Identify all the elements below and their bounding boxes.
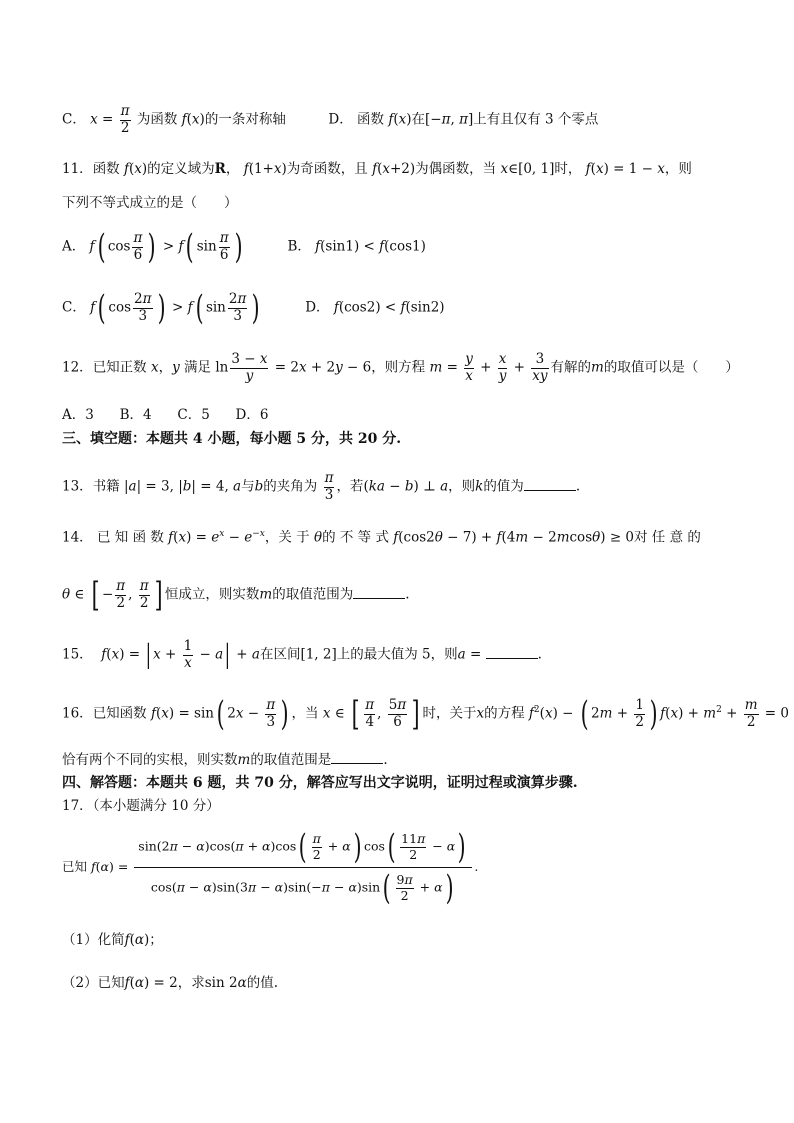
q10-option-d-label: D． xyxy=(328,111,353,128)
text: 的夹角为 xyxy=(263,478,318,495)
q12-options xyxy=(62,409,268,423)
q10-option-d-mid: 在 xyxy=(411,111,426,128)
q17-given-expression: 已知 f(α) = sin(2π − α)cos(π + α)cos( $\frac{\pi}{2}$ + α) cos( $\frac{11\pi}{2}$ − α) cos(π − α)sin(3π − α)sin(−π − α)sin( $\frac{9\pi}{2}$ + α) . xyxy=(62,827,479,908)
section-3-title: 三、填空题：本题共 4 小题，每小题 5 分，共 20 分. xyxy=(62,431,402,447)
answer-blank[interactable] xyxy=(524,479,576,491)
text: 的取值可以是（ ） xyxy=(603,359,739,376)
text: 恰有两个不同的实根，则实数 xyxy=(62,752,238,768)
q10-option-c-label: C． xyxy=(62,111,86,128)
text: 为偶函数，当 xyxy=(415,161,497,177)
text: 与 xyxy=(241,478,255,495)
text: 已知正数 xyxy=(92,359,147,376)
text: ，则 xyxy=(664,161,692,177)
fraction: $\frac{\pi}{2}$ xyxy=(120,103,130,136)
question-number: 15． xyxy=(62,646,93,663)
answer-blank[interactable] xyxy=(331,752,383,764)
option-label: B． xyxy=(287,238,311,255)
text: 已知函数 xyxy=(92,705,147,722)
text: 的方程 xyxy=(484,705,525,722)
q10-options-line: C． x = $\frac{\pi}{2}$ 为函数 f(x)的一条对称轴 D． 函数 f(x)在[−π, π]上有且仅有 3 个零点 xyxy=(62,103,599,136)
text: 函数 xyxy=(92,161,120,177)
question-number: 13． xyxy=(62,478,93,495)
q15-stem: 15． f(x) = | x + $\frac{1}{x}$ − a| + a在区间[1, 2]上的最大值为 5，则a = . xyxy=(62,638,542,671)
text: ，则方程 xyxy=(371,359,426,376)
question-number: 11． xyxy=(62,161,93,177)
text: . xyxy=(575,478,581,495)
text: . xyxy=(405,586,410,603)
q17-part2: （2）已知f(α) = 2，求sin 2α的值. xyxy=(62,975,278,991)
q11-stem-line2: 下列不等式成立的是（ ） xyxy=(62,195,238,211)
text: ，则 xyxy=(448,478,476,495)
q16-stem-line1: 16．已知函数 f(x) = sin( 2x − $\frac{\pi}{3}$ ) ，当 x ∈ [ $\frac{\pi}{4}$ , $\frac{5\pi}{6}$ ] 时，关于x的方程 $f^2(x)$ − ( 2m + $\frac{1}{2}$ ) $f(x) + m^2$ + $\frac{m}{2}$ = 0 xyxy=(62,694,789,734)
question-number: 14． xyxy=(62,529,93,546)
text: ，若 xyxy=(336,478,364,495)
option: A．3 xyxy=(62,407,94,423)
option: C．5 xyxy=(177,407,210,423)
text: 的值为 xyxy=(483,478,524,495)
section-4-title: 四、解答题：本题共 6 题，共 70 分，解答应写出文字说明，证明过程或演算步骤. xyxy=(62,775,578,791)
text: ； xyxy=(149,932,163,948)
q10-option-c-text: 为函数 xyxy=(136,111,178,128)
text: 有解的 xyxy=(550,359,592,376)
text: 时， xyxy=(554,161,582,177)
text: R xyxy=(214,161,226,177)
q10-option-d-text: 函数 xyxy=(357,111,385,128)
q13-stem: 13．书籍 |a| = 3, |b| = 4, a与b的夹角为 $\frac{\pi}{3}$ ，若(ka − b) ⊥ a，则k的值为 . xyxy=(62,470,581,503)
text: 的 不 等 式 xyxy=(322,529,389,546)
text: （1）化简 xyxy=(62,932,125,948)
q11-stem-line1: 11．函数 f(x)的定义域为R， f(1+x)为奇函数，且 f(x+2)为偶函数，当 x∈[0, 1]时， f(x) = 1 − x，则 xyxy=(62,161,692,177)
text: . xyxy=(383,752,388,768)
text: 已 知 函 数 xyxy=(96,529,164,546)
text: 的取值范围是 xyxy=(250,752,332,768)
q10-option-d-tail: 上有且仅有 3 个零点 xyxy=(473,111,599,128)
answer-blank[interactable] xyxy=(486,647,538,659)
text: 书籍 xyxy=(92,478,120,495)
text: 的定义域为 xyxy=(147,161,215,177)
text: 满足 xyxy=(184,359,212,376)
q11-options-ab: A． f( cos $\frac{\pi}{6}$ ) > f( sin $\frac{\pi}{6}$ ) B． f(sin1) < f(cos1) xyxy=(62,227,426,267)
big-fraction: sin(2π − α)cos(π + α)cos( $\frac{\pi}{2}$ + α) cos( $\frac{11\pi}{2}$ − α) cos(π − α)sin(3π − α)sin(−π − α)sin( $\frac{9\pi}{2}$ + α) xyxy=(134,830,472,905)
text: ，关 于 xyxy=(264,529,310,546)
text: ，当 xyxy=(291,705,319,722)
q12-stem: 12．已知正数 x，y 满足 ln $\frac{3 - x}{y}$ = 2x + 2y − 6，则方程 m = $\frac{y}{x}$ + $\frac{x}{y}$ + $\frac{3}{xy}$ 有解的m的取值可以是（ ） xyxy=(62,351,739,384)
option-label: A． xyxy=(62,238,86,255)
question-number: 16． xyxy=(62,705,93,722)
text: 的值. xyxy=(246,975,278,991)
q16-stem-line2: 恰有两个不同的实根，则实数m的取值范围是 . xyxy=(62,752,388,768)
q10-option-c-tail: 的一条对称轴 xyxy=(204,111,286,128)
text: （2）已知 xyxy=(62,975,125,991)
q11-options-cd: C． f( cos $\frac{2\pi}{3}$ ) > f( sin $\frac{2\pi}{3}$ ) D． f(cos2) < f(sin2) xyxy=(62,288,445,328)
score-note: （本小题满分 10 分） xyxy=(92,798,220,814)
text: 时，关于 xyxy=(422,705,477,722)
option-label: C． xyxy=(62,299,86,316)
q14-stem-line1: 14． 已 知 函 数 $f(x) = e^x - e^{-x}$，关 于 θ的 不 等 式 f(cos2θ − 7) + f(4m − 2mcosθ) ≥ 0对 任 意 的 xyxy=(62,529,701,546)
text: 在区间 xyxy=(259,646,301,663)
text: 已知 xyxy=(62,859,88,874)
answer-blank[interactable] xyxy=(353,587,405,599)
option-label: D． xyxy=(305,299,330,316)
question-number: 17． xyxy=(62,798,93,814)
text: ， xyxy=(225,161,240,177)
text: 对 任 意 的 xyxy=(634,529,701,546)
text: 恒成立，则实数 xyxy=(164,586,260,603)
option: B．4 xyxy=(119,407,152,423)
text: ，求 xyxy=(177,975,205,991)
q17-part1: （1）化简f(α)； xyxy=(62,932,163,948)
text: 上的最大值为 5，则 xyxy=(336,646,458,663)
q17-header xyxy=(62,800,220,814)
question-number: 12． xyxy=(62,359,93,376)
text: . xyxy=(537,646,542,663)
option: D．6 xyxy=(235,407,269,423)
q14-stem-line2: θ ∈ [ − $\frac{\pi}{2}$ , $\frac{\pi}{2}$ ] 恒成立，则实数m的取值范围为 . xyxy=(62,575,410,615)
text: 为奇函数，且 xyxy=(286,161,368,177)
text: 的取值范围为 xyxy=(272,586,354,603)
